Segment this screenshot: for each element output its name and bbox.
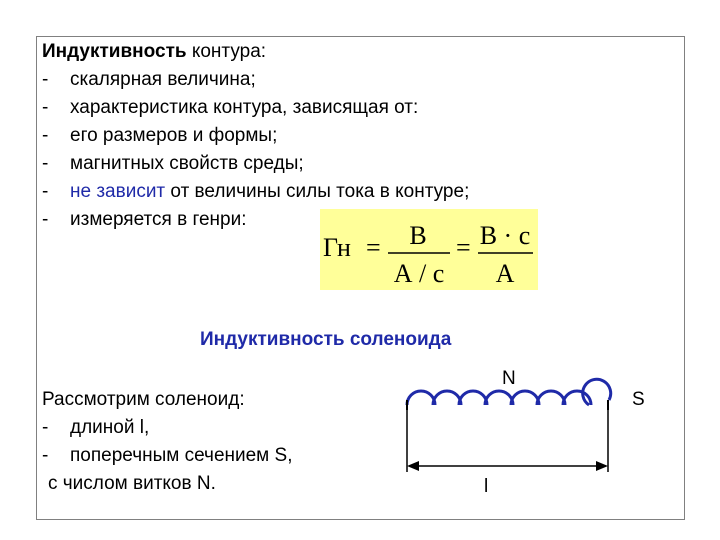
dash: - xyxy=(42,125,49,146)
list-item xyxy=(42,124,277,147)
list-item-text: магнитных свойств среды; xyxy=(70,153,304,174)
formula-frac1-num: В xyxy=(409,221,427,250)
list-item xyxy=(42,444,292,467)
formula-lhs: Гн xyxy=(323,233,351,262)
dash: - xyxy=(42,209,49,230)
formula-eq-2: = xyxy=(456,233,471,262)
solenoid-intro: Рассмотрим соленоид: xyxy=(42,389,245,410)
list-item-text: поперечным сечением S, xyxy=(70,445,293,466)
arrow-right-icon xyxy=(596,461,608,471)
label-n: N xyxy=(502,368,516,389)
solenoid-title: Индуктивность соленоида xyxy=(200,329,452,350)
heading-rest: контура: xyxy=(186,41,267,62)
list-item xyxy=(42,208,247,231)
label-l: l xyxy=(484,476,489,497)
list-item-text: его размеров и формы; xyxy=(70,125,278,146)
heading-term: Индуктивность xyxy=(42,41,187,62)
list-item xyxy=(42,152,304,175)
dash: - xyxy=(42,181,49,202)
dash: - xyxy=(42,417,49,438)
solenoid-turns: с числом витков N. xyxy=(48,473,216,494)
dash: - xyxy=(42,153,49,174)
list-item-text: измеряется в генри: xyxy=(70,209,247,230)
formula-frac1-den: А / с xyxy=(393,259,445,288)
list-item-text: характеристика контура, зависящая от: xyxy=(70,97,419,118)
dash: - xyxy=(42,97,49,118)
formula-frac2-den: А xyxy=(495,259,515,288)
formula-svg xyxy=(320,209,538,290)
definition-heading xyxy=(42,40,266,63)
list-item xyxy=(42,180,469,203)
list-item xyxy=(42,96,418,119)
label-s: S xyxy=(632,389,645,410)
list-item xyxy=(42,416,149,439)
dash: - xyxy=(42,69,49,90)
list-item xyxy=(42,68,256,91)
dash: - xyxy=(42,445,49,466)
formula-eq-1: = xyxy=(366,233,381,262)
list-item-text: длиной l, xyxy=(70,417,150,438)
formula-frac2-num: В · с xyxy=(479,221,531,250)
arrow-left-icon xyxy=(407,461,419,471)
henry-formula xyxy=(320,209,538,290)
list-item-text: скалярная величина; xyxy=(70,69,256,90)
not-depends-highlight: не зависит xyxy=(70,181,166,202)
list-item-text: от величины силы тока в контуре; xyxy=(165,181,470,202)
